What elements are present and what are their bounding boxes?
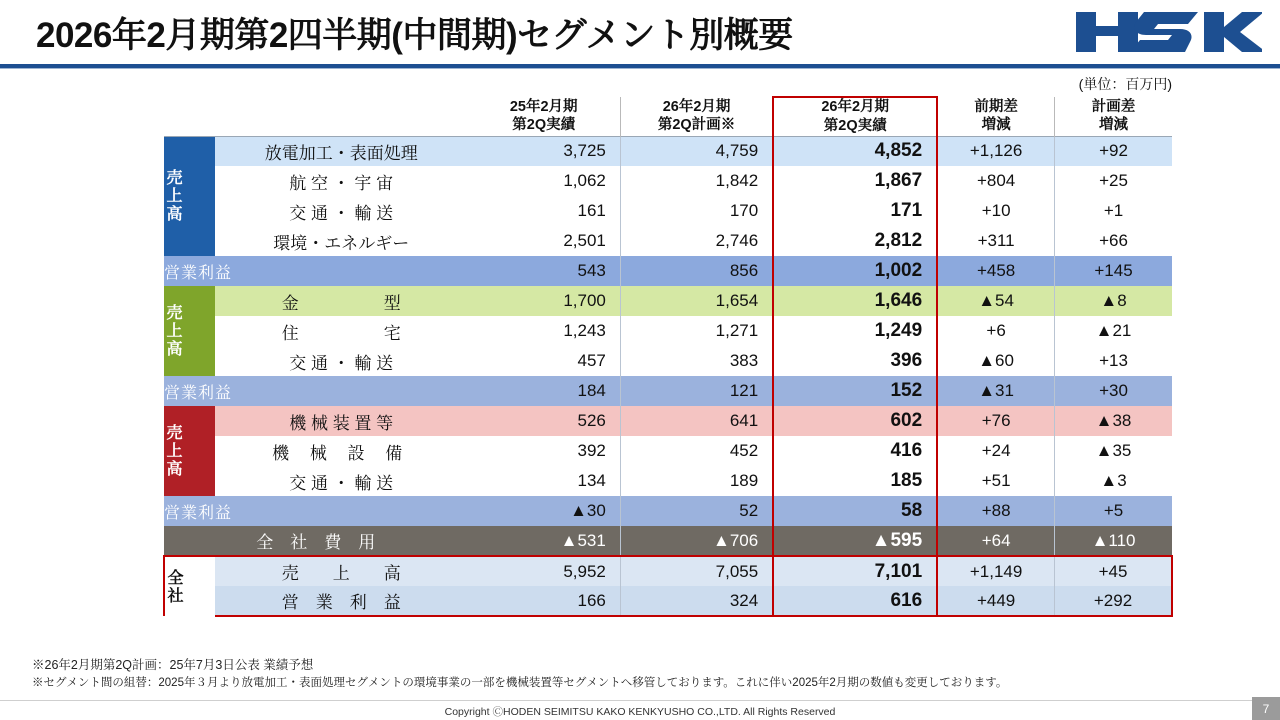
segment-label-1: 売上高 (164, 136, 215, 256)
cell-value-actual: 58 (773, 496, 937, 526)
cell-diff: +92 (1055, 136, 1172, 166)
cell-value-actual: ▲595 (773, 526, 937, 556)
segment-summary-table (163, 96, 1173, 617)
cell-value: 1,243 (468, 316, 621, 346)
page-title: 2026年2月期第2四半期(中間期)セグメント別概要 (36, 16, 793, 55)
cell-value: 1,271 (620, 316, 773, 346)
cell-value: 5,952 (468, 556, 621, 586)
cell-value-actual: 2,812 (773, 226, 937, 256)
cell-diff: +51 (937, 466, 1054, 496)
cell-value-actual: 602 (773, 406, 937, 436)
cell-value-actual: 616 (773, 586, 937, 616)
cell-diff: +13 (1055, 346, 1172, 376)
cell-diff: ▲110 (1055, 526, 1172, 556)
cell-diff: +64 (937, 526, 1054, 556)
cell-diff: ▲54 (937, 286, 1054, 316)
cell-diff: +88 (937, 496, 1054, 526)
table-row (164, 316, 1172, 346)
cell-diff: +311 (937, 226, 1054, 256)
cell-value: 543 (468, 256, 621, 286)
cell-diff: +5 (1055, 496, 1172, 526)
cell-value-actual: 171 (773, 196, 937, 226)
cell-diff: +45 (1055, 556, 1172, 586)
header-col-3: 26年2月期 第2Q実績 (773, 97, 937, 136)
cell-value: 189 (620, 466, 773, 496)
cell-diff: +1 (1055, 196, 1172, 226)
table-row (164, 136, 1172, 166)
cell-value-actual: 4,852 (773, 136, 937, 166)
cell-value-actual: 1,002 (773, 256, 937, 286)
header-col-4: 前期差 増減 (937, 97, 1054, 136)
operating-income-row (164, 256, 1172, 286)
cell-value-actual: 185 (773, 466, 937, 496)
cell-value: 184 (468, 376, 621, 406)
cell-diff: ▲21 (1055, 316, 1172, 346)
company-total-row (164, 586, 1172, 616)
operating-income-row (164, 376, 1172, 406)
cell-value-actual: 7,101 (773, 556, 937, 586)
cell-diff: ▲31 (937, 376, 1054, 406)
header-divider-thin (0, 68, 1280, 69)
row-item-label: 営 業 利 益 (215, 586, 468, 616)
cell-value: 3,725 (468, 136, 621, 166)
cell-diff: ▲3 (1055, 466, 1172, 496)
row-item-label: 交 通 ・ 輸 送 (215, 196, 468, 226)
cell-diff: +24 (937, 436, 1054, 466)
row-item-label: 機 械 装 置 等 (215, 406, 468, 436)
cell-value: 1,654 (620, 286, 773, 316)
cell-value: 452 (620, 436, 773, 466)
table-row (164, 406, 1172, 436)
cell-value-actual: 152 (773, 376, 937, 406)
row-item-label: 機 械 設 備 (215, 436, 468, 466)
segment-label-3: 売上高 (164, 406, 215, 496)
table-row (164, 286, 1172, 316)
table-row (164, 436, 1172, 466)
operating-income-row (164, 496, 1172, 526)
cell-value-actual: 1,249 (773, 316, 937, 346)
cell-value: 324 (620, 586, 773, 616)
operating-income-label: 営業利益 (164, 496, 468, 526)
table-row (164, 226, 1172, 256)
cell-value: 161 (468, 196, 621, 226)
cell-diff: ▲38 (1055, 406, 1172, 436)
cell-value: 1,700 (468, 286, 621, 316)
company-label: 全社 (164, 556, 215, 616)
header-col-5: 計画差 増減 (1055, 97, 1172, 136)
operating-income-label: 営業利益 (164, 376, 468, 406)
cell-diff: +458 (937, 256, 1054, 286)
footnotes (32, 656, 1248, 692)
cell-value: 392 (468, 436, 621, 466)
cell-value: 52 (620, 496, 773, 526)
cell-value: 2,501 (468, 226, 621, 256)
footer-divider (0, 700, 1280, 701)
segment-label-2: 売上高 (164, 286, 215, 376)
cell-diff: +66 (1055, 226, 1172, 256)
row-item-label: 金 型 (215, 286, 468, 316)
row-item-label: 環境・エネルギー (215, 226, 468, 256)
row-item-label: 交 通 ・ 輸 送 (215, 466, 468, 496)
cell-value: 1,842 (620, 166, 773, 196)
cell-diff: +804 (937, 166, 1054, 196)
cell-value: 383 (620, 346, 773, 376)
cell-value: ▲30 (468, 496, 621, 526)
cell-value: 166 (468, 586, 621, 616)
header-col-2: 26年2月期 第2Q計画※ (620, 97, 773, 136)
company-cost-label: 全 社 費 用 (164, 526, 468, 556)
unit-note: (単位：百万円) (1078, 76, 1172, 92)
cell-value: 856 (620, 256, 773, 286)
footnote-2: ※セグメント間の組替：2025年３月より放電加工・表面処理セグメントの環境事業の一部を機械装置等セグメントへ移管しております。これに伴い2025年2月期の数値も変更しております。 (32, 676, 1008, 689)
table-row (164, 166, 1172, 196)
cell-diff: +145 (1055, 256, 1172, 286)
company-total-row (164, 556, 1172, 586)
company-cost-row (164, 526, 1172, 556)
cell-value: 457 (468, 346, 621, 376)
cell-diff: +6 (937, 316, 1054, 346)
table-row (164, 196, 1172, 226)
row-item-label: 売 上 高 (215, 556, 468, 586)
cell-value: 526 (468, 406, 621, 436)
cell-diff: +76 (937, 406, 1054, 436)
company-logo (1072, 6, 1262, 58)
cell-diff: +10 (937, 196, 1054, 226)
cell-value: 1,062 (468, 166, 621, 196)
row-item-label: 交 通 ・ 輸 送 (215, 346, 468, 376)
cell-diff: +30 (1055, 376, 1172, 406)
header-col-1: 25年2月期 第2Q実績 (509, 98, 578, 134)
cell-value-actual: 1,867 (773, 166, 937, 196)
cell-diff: +25 (1055, 166, 1172, 196)
table-row (164, 346, 1172, 376)
cell-diff: +1,149 (937, 556, 1054, 586)
cell-diff: ▲8 (1055, 286, 1172, 316)
copyright-text: Copyright ⒸHODEN SEIMITSU KAKO KENKYUSHO CO.,LTD. All Rights Reserved (444, 706, 836, 718)
cell-value-actual: 1,646 (773, 286, 937, 316)
row-item-label: 住 宅 (215, 316, 468, 346)
page-number: 7 (1252, 697, 1280, 720)
table-header-row (164, 97, 1172, 136)
cell-value-actual: 416 (773, 436, 937, 466)
cell-diff: +292 (1055, 586, 1172, 616)
cell-value: 134 (468, 466, 621, 496)
header-blank-seg (164, 97, 215, 136)
header-blank-item (215, 97, 468, 136)
cell-value: ▲706 (620, 526, 773, 556)
slide-header (0, 0, 1280, 66)
row-item-label: 放電加工・表面処理 (215, 136, 468, 166)
cell-diff: ▲35 (1055, 436, 1172, 466)
cell-value: 641 (620, 406, 773, 436)
cell-diff: +1,126 (937, 136, 1054, 166)
operating-income-label: 営業利益 (164, 256, 468, 286)
cell-value: 4,759 (620, 136, 773, 166)
cell-diff: +449 (937, 586, 1054, 616)
cell-diff: ▲60 (937, 346, 1054, 376)
table-row (164, 466, 1172, 496)
cell-value: 2,746 (620, 226, 773, 256)
cell-value: 7,055 (620, 556, 773, 586)
cell-value: 170 (620, 196, 773, 226)
footnote-1: ※26年2月期第2Q計画：25年7月3日公表 業績予想 (32, 658, 314, 672)
cell-value: ▲531 (468, 526, 621, 556)
cell-value: 121 (620, 376, 773, 406)
row-item-label: 航 空 ・ 宇 宙 (215, 166, 468, 196)
cell-value-actual: 396 (773, 346, 937, 376)
